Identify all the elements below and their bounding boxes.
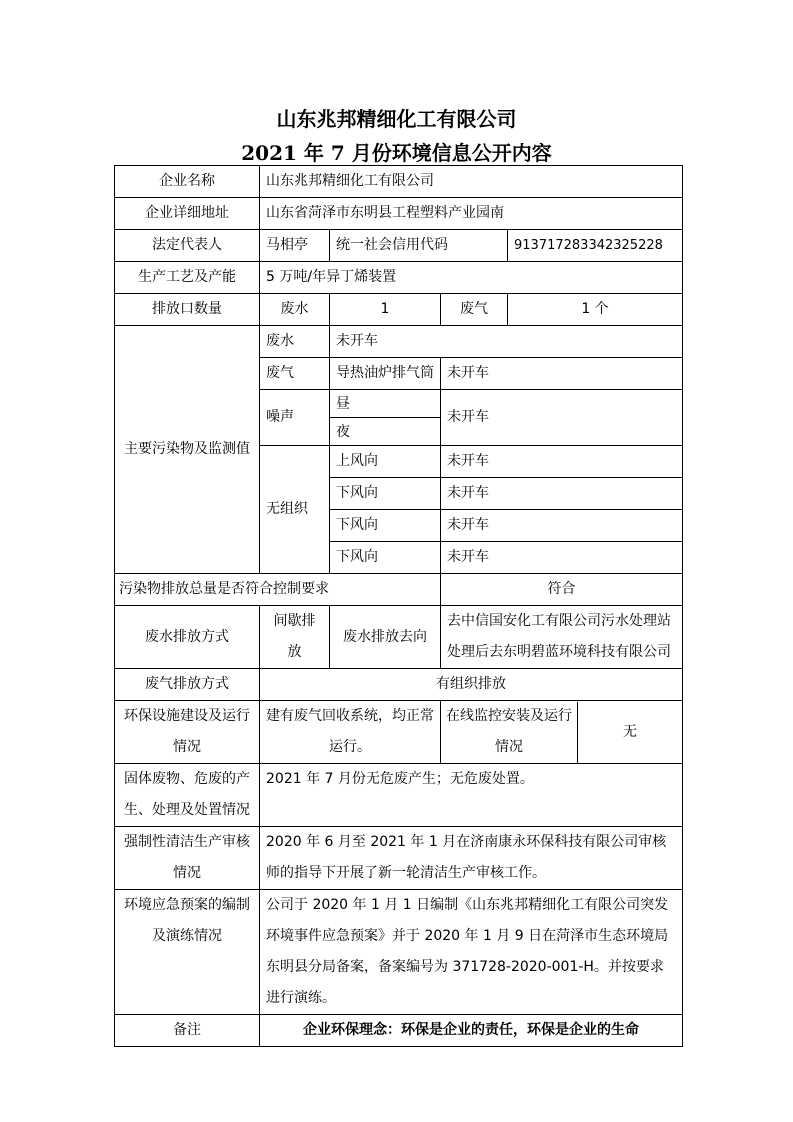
noise-day: 昼 — [330, 390, 441, 418]
company-name-label: 企业名称 — [115, 166, 260, 198]
downwind-value-1: 未开车 — [441, 478, 683, 510]
clean-production-label: 强制性清洁生产审核情况 — [115, 827, 260, 890]
environment-info-table — [114, 165, 683, 1047]
solid-waste-value: 2021 年 7 月份无危废产生；无危废处置。 — [260, 764, 683, 827]
downwind-label-3: 下风向 — [330, 542, 441, 574]
legal-rep-value: 马相亭 — [260, 230, 330, 262]
address-label: 企业详细地址 — [115, 198, 260, 230]
online-monitor-label: 在线监控安装及运行情况 — [441, 702, 578, 763]
downwind-value-2: 未开车 — [441, 510, 683, 542]
pollutant-gas-label: 废气 — [260, 358, 330, 390]
address-value: 山东省菏泽市东明县工程塑料产业园南 — [260, 198, 683, 230]
solid-waste-label: 固体废物、危废的产生、处理及处置情况 — [115, 764, 260, 827]
downwind-value-3: 未开车 — [441, 542, 683, 574]
upwind-label: 上风向 — [330, 446, 441, 478]
pollutant-gas-source: 导热油炉排气筒 — [330, 358, 441, 390]
legal-rep-label: 法定代表人 — [115, 230, 260, 262]
gas-discharge-label: 废气排放方式 — [115, 669, 260, 701]
wastewater-destination-value: 去中信国安化工有限公司污水处理站处理后去东明碧蓝环境科技有限公司 — [441, 606, 683, 669]
wastewater-destination-label: 废水排放去向 — [330, 606, 441, 669]
remark-label: 备注 — [115, 1015, 260, 1047]
company-title: 山东兆邦精细化工有限公司 — [276, 107, 517, 131]
process-value: 5 万吨/年异丁烯装置 — [260, 262, 683, 294]
outlet-wastewater-label: 废水 — [260, 294, 330, 326]
outlet-exhaust-label: 废气 — [441, 294, 508, 326]
upwind-value: 未开车 — [441, 446, 683, 478]
noise-label: 噪声 — [260, 390, 330, 446]
wastewater-discharge-label: 废水排放方式 — [115, 606, 260, 669]
outlet-exhaust-count: 1 个 — [508, 294, 683, 326]
emergency-plan-value: 公司于 2020 年 1 月 1 日编制《山东兆邦精细化工有限公司突发环境事件应急预案》并于 2020 年 1 月 9 日在菏泽市生态环境局东明县分局备案，备案编号为 371728-2020-001-H。并按要求进行演练。 — [260, 890, 683, 1015]
pollutant-wastewater-value: 未开车 — [330, 326, 683, 358]
process-label: 生产工艺及产能 — [115, 262, 260, 294]
outlets-label: 排放口数量 — [115, 294, 260, 326]
company-name-value: 山东兆邦精细化工有限公司 — [260, 166, 683, 198]
wastewater-discharge-mode: 间歇排放 — [260, 606, 330, 669]
pollutant-gas-value: 未开车 — [441, 358, 683, 390]
credit-code-label: 统一社会信用代码 — [330, 230, 508, 262]
remark-value: 企业环保理念：环保是企业的责任，环保是企业的生命 — [260, 1015, 683, 1047]
emergency-plan-label: 环境应急预案的编制及演练情况 — [115, 890, 260, 1015]
total-compliance-value: 符合 — [441, 574, 683, 606]
downwind-label-1: 下风向 — [330, 478, 441, 510]
outlet-wastewater-count: 1 — [330, 294, 441, 326]
clean-production-value: 2020 年 6 月至 2021 年 1 月在济南康永环保科技有限公司审核师的指导下开展了新一轮清洁生产审核工作。 — [260, 827, 683, 890]
credit-code-value: 913717283342325228 — [508, 230, 683, 262]
pollutants-label: 主要污染物及监测值 — [115, 326, 260, 574]
env-facility-label: 环保设施建设及运行情况 — [115, 701, 260, 764]
document-subtitle: 2021 年 7 月份环境信息公开内容 — [241, 141, 552, 165]
online-monitor-value: 无 — [623, 723, 637, 740]
noise-night: 夜 — [330, 418, 441, 446]
pollutant-wastewater-label: 废水 — [260, 326, 330, 358]
noise-value: 未开车 — [441, 390, 683, 446]
gas-discharge-value: 有组织排放 — [260, 669, 683, 701]
downwind-label-2: 下风向 — [330, 510, 441, 542]
unorganized-label: 无组织 — [260, 446, 330, 574]
total-compliance-label: 污染物排放总量是否符合控制要求 — [115, 574, 441, 606]
env-facility-value: 建有废气回收系统，均正常运行。 — [260, 701, 441, 764]
